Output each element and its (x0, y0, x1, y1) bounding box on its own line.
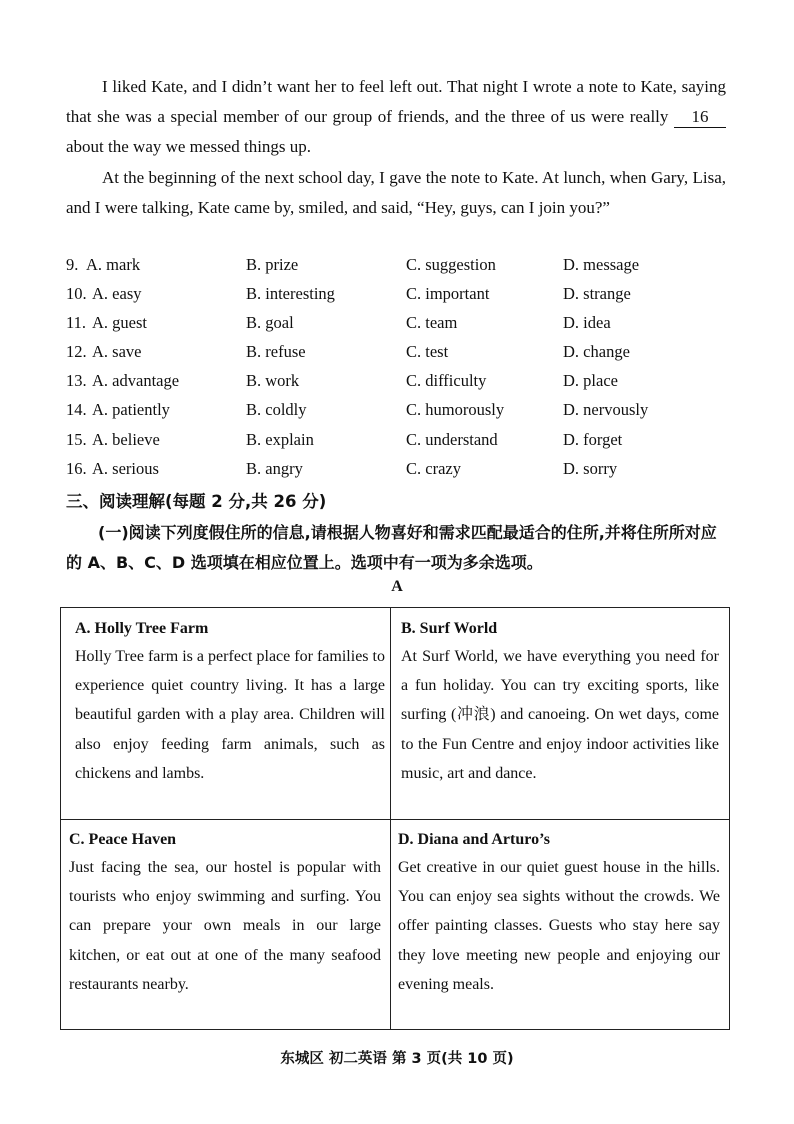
option-card-body: Get creative in our quiet guest house in the hills. You can enjoy sea sights without the crowds. We offer painting classes. Guests who stay here say they love meeting new people and enjoying our evening meals. (398, 859, 720, 993)
option-a: A. guest (92, 313, 147, 332)
question-row (66, 342, 746, 371)
question-row (66, 430, 746, 459)
option-b: B. angry (246, 459, 303, 478)
option-a: A. save (92, 342, 142, 361)
option-card-title: D. Diana and Arturo’s (398, 831, 551, 848)
question-number: 11. (66, 313, 87, 332)
question-number: 9. (66, 255, 79, 274)
option-card-title: C. Peace Haven (69, 831, 177, 848)
page-footer: 东城区 初二英语 第 3 页(共 10 页) (280, 1051, 514, 1067)
option-d: D. forget (563, 430, 623, 449)
option-a: A. mark (86, 255, 141, 274)
question-number: 14. (66, 400, 87, 419)
option-d: D. place (563, 371, 618, 390)
question-row (66, 400, 746, 429)
table-divider-horizontal (61, 819, 729, 820)
part-label: A (391, 578, 403, 595)
answer-blank: 16 (674, 107, 726, 128)
option-card-a (75, 616, 385, 788)
question-row (66, 313, 746, 342)
option-c: C. test (406, 342, 449, 361)
option-b: B. explain (246, 430, 314, 449)
option-c: C. crazy (406, 459, 461, 478)
option-a: A. believe (92, 430, 160, 449)
option-card-title: B. Surf World (401, 620, 498, 637)
option-card-body: Holly Tree farm is a perfect place for families to experience quiet country living. It has a large beautiful garden with a play area. Children will also enjoy feeding farm animals, such as chickens and lambs. (75, 648, 385, 782)
option-c: C. suggestion (406, 255, 496, 274)
option-c: C. team (406, 313, 458, 332)
question-number: 12. (66, 342, 87, 361)
question-row (66, 371, 746, 400)
option-b: B. coldly (246, 400, 307, 419)
section-title: 三、阅读理解(每题 2 分,共 26 分) (66, 492, 327, 511)
option-card-d (398, 827, 720, 999)
option-a: A. easy (92, 284, 142, 303)
question-row (66, 284, 746, 313)
option-b: B. work (246, 371, 300, 390)
passage-text-after-blank: about the way we messed things up. (66, 137, 312, 156)
question-row (66, 459, 746, 488)
option-c: C. understand (406, 430, 498, 449)
option-c: C. important (406, 284, 490, 303)
question-row (66, 255, 746, 284)
question-number: 16. (66, 459, 87, 478)
option-d: D. message (563, 255, 640, 274)
option-b: B. prize (246, 255, 299, 274)
option-a: A. serious (92, 459, 159, 478)
option-b: B. interesting (246, 284, 335, 303)
option-c: C. difficulty (406, 371, 487, 390)
question-number: 15. (66, 430, 87, 449)
option-b: B. goal (246, 313, 294, 332)
section-instruction (66, 518, 730, 578)
option-d: D. strange (563, 284, 631, 303)
option-card-body: Just facing the sea, our hostel is popular with tourists who enjoy swimming and surfing. You can prepare your own meals in our large kitchen, or eat out at one of the many seafood restaurants nearby. (69, 859, 381, 993)
option-b: B. refuse (246, 342, 306, 361)
instruction-text: (一)阅读下列度假住所的信息,请根据人物喜好和需求匹配最适合的住所,并将住所所对应的 A、B、C、D 选项填在相应位置上。选项中有一项为多余选项。 (66, 523, 717, 572)
option-d: D. sorry (563, 459, 618, 478)
passage-paragraph-1 (66, 72, 726, 162)
option-d: D. change (563, 342, 630, 361)
option-a: A. advantage (92, 371, 180, 390)
passage-paragraph-2 (66, 163, 726, 223)
option-card-c (69, 827, 381, 999)
options-table (60, 607, 730, 1030)
option-card-body: At Surf World, we have everything you need for a fun holiday. You can try exciting sports, like surfing (冲浪) and canoeing. On wet days, come to the Fun Centre and enjoy indoor activities like music, art and dance. (401, 648, 719, 782)
passage-text: At the beginning of the next school day, I gave the note to Kate. At lunch, when Gary, Lisa, and I were talking, Kate came by, smiled, and said, “Hey, guys, can I join you?” (66, 168, 726, 217)
passage-text-before-blank: I liked Kate, and I didn’t want her to feel left out. That night I wrote a note to Kate, saying that she was a special member of our group of friends, and the three of us were really (66, 77, 726, 126)
option-a: A. patiently (92, 400, 170, 419)
question-number: 13. (66, 371, 87, 390)
option-c: C. humorously (406, 400, 505, 419)
option-card-b (401, 616, 719, 788)
option-d: D. idea (563, 313, 611, 332)
question-number: 10. (66, 284, 87, 303)
option-card-title: A. Holly Tree Farm (75, 620, 209, 637)
option-d: D. nervously (563, 400, 649, 419)
